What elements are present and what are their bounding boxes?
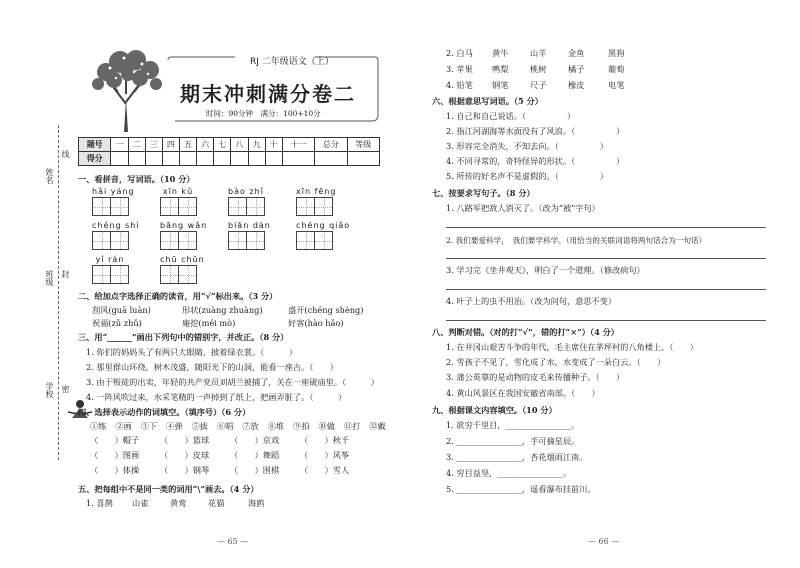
tianzige-box[interactable] xyxy=(160,197,179,216)
tianzige-box[interactable] xyxy=(92,197,111,216)
binding-seal-label: 封 xyxy=(61,270,70,278)
score-cell[interactable] xyxy=(145,152,162,166)
section-1-title: 一、看拼音，写词语。（10 分） xyxy=(78,174,195,184)
s6-item-3[interactable]: 3. 形容完全消失，不知去向。（ ） xyxy=(446,141,608,151)
score-cell[interactable] xyxy=(111,152,128,166)
pinyin-item xyxy=(296,221,350,250)
section-3-title: 三、用“______”画出下列句中的错别字，并改正。（8 分） xyxy=(78,332,289,342)
section-2-title: 二、给加点字选择正确的读音，用“√”标出来。（3 分） xyxy=(78,291,278,301)
s5-word[interactable]: 海鸥 xyxy=(248,498,265,508)
pinyin-item xyxy=(92,255,128,284)
s2-item-1[interactable]: 刮风(guā luàn) xyxy=(92,305,151,315)
pinyin-text: xīn kǔ xyxy=(162,187,194,196)
s6-item-1[interactable]: 1. 自己和自己说话。（ ） xyxy=(446,111,576,121)
s4-blank[interactable]: （ ）风筝 xyxy=(300,450,350,460)
s3-item-2[interactable]: 2. 那里群山环绕，树木茂盛，随阳光下的山洞，能看一座古。（ ） xyxy=(86,362,338,372)
score-header-cell: 五 xyxy=(179,138,196,152)
pinyin-item xyxy=(160,255,205,284)
s2-item-4[interactable]: 祝福(zǔ zhǔ) xyxy=(92,318,142,328)
s2-item-6[interactable]: 好客(hào hǎo) xyxy=(288,318,344,328)
s4-blank[interactable]: （ ）舞蹈 xyxy=(230,450,280,460)
s6-item-5[interactable]: 5. 所传的好名声不是虚假的。（ ） xyxy=(446,171,608,181)
binding-class-label: 班级 xyxy=(45,270,54,286)
s7-item-3: 3. 学习完《坐井观天》，明白了一个道理。（修改病句） xyxy=(446,265,645,275)
pinyin-text: yǐ rán xyxy=(95,255,125,264)
tianzige-box[interactable] xyxy=(92,231,111,250)
s4-blank[interactable]: （ ）体操 xyxy=(90,465,140,475)
s5-word[interactable]: 黄莺 xyxy=(170,498,187,508)
tianzige-box[interactable] xyxy=(228,231,247,250)
s9-item-4[interactable]: 4. 穷目益坚，________________。 xyxy=(446,468,572,478)
s3-item-3[interactable]: 3. 由于叛徒的出卖，年轻的共产党员刘胡兰被捕了，关在一座破庙里。（ ） xyxy=(86,377,379,387)
s4-option: ④弹 xyxy=(166,421,183,431)
pinyin-item xyxy=(92,221,140,250)
pinyin-item xyxy=(92,187,135,216)
binding-line xyxy=(58,125,59,460)
score-header-cell: 三 xyxy=(145,138,162,152)
score-header-cell: 七 xyxy=(214,138,231,152)
section-4-title: 四、选择表示动作的词填空。（填序号）（6 分） xyxy=(78,407,251,417)
s8-item-1[interactable]: 1. 在井冈山艰苦斗争的年代，毛主席住在茅坪村的八角楼上。（ ） xyxy=(446,342,698,352)
tianzige-box[interactable] xyxy=(178,265,197,284)
pinyin-text: chéng qiǎo xyxy=(296,221,351,230)
s4-option: ⑤拔 xyxy=(191,421,208,431)
score-header-cell: 题号 xyxy=(79,138,111,152)
s7-item-1: 1. 八路军把敌人消灭了。（改为“被”字句） xyxy=(446,203,600,213)
s7-item-4: 4. 叶子上的虫不用治。（改为问句，意思不变） xyxy=(446,296,617,306)
binding-name-label: 姓名 xyxy=(45,168,54,184)
s4-option: ②画 xyxy=(115,421,132,431)
s7-answer-line-1[interactable] xyxy=(446,227,766,228)
s5-word[interactable]: 鸭梨 xyxy=(492,64,509,74)
s3-item-1[interactable]: 1. 你们的妈妈头了有两只大眼睛，披着绿衣裳。（ ） xyxy=(86,347,298,357)
s9-item-2[interactable]: 2. ________________，手可摘星辰。 xyxy=(446,436,580,446)
tianzige-box[interactable] xyxy=(246,231,265,250)
s4-blank[interactable]: （ ）钢琴 xyxy=(160,465,210,475)
s9-item-1[interactable]: 1. 欲穷千里目，________________。 xyxy=(446,420,580,430)
s5-word[interactable]: 葡萄 xyxy=(608,64,625,74)
s5-word[interactable]: 山羊 xyxy=(530,48,547,58)
score-cell[interactable] xyxy=(197,152,214,166)
page-number-left: — 65 — xyxy=(217,537,249,546)
tianzige-box[interactable] xyxy=(314,231,333,250)
s4-options xyxy=(90,421,386,432)
score-cell[interactable] xyxy=(282,152,314,166)
s6-item-2[interactable]: 2. 指江河湖海等水面没有了风浪。（ ） xyxy=(446,126,625,136)
s4-option: ⑧堆 xyxy=(267,421,285,431)
tianzige-box[interactable] xyxy=(92,265,111,284)
s2-item-5[interactable]: 庵挖(méi mò) xyxy=(182,318,236,328)
s5-word[interactable]: 橘子 xyxy=(568,64,585,74)
s8-item-2[interactable]: 2. 雪孩子不见了，雪化成了水，水变成了一朵白云。（ ） xyxy=(446,357,666,367)
s3-item-4[interactable]: 4. 一阵风吹过来，水采笔精的一声掉到了纸上，把画弄脏了。（ ） xyxy=(86,392,347,402)
s6-item-4[interactable]: 4. 不同寻常的，奇特怪异的形状。（ ） xyxy=(446,156,625,166)
s5-word[interactable]: 黄牛 xyxy=(492,48,509,58)
page-number-right: — 66 — xyxy=(588,537,620,546)
score-cell[interactable] xyxy=(128,152,145,166)
tianzige-box[interactable] xyxy=(110,231,129,250)
s4-blank[interactable]: （ ）皮球 xyxy=(160,450,210,460)
s4-blank[interactable]: （ ）围棋 xyxy=(230,465,280,475)
s5-word[interactable]: 尺子 xyxy=(530,80,547,90)
pinyin-item xyxy=(296,187,336,216)
s4-option: ⑨拍 xyxy=(293,421,310,431)
pinyin-text: xīn fēng xyxy=(296,187,337,196)
s4-option: ⑥唱 xyxy=(216,421,234,431)
score-header-cell: 四 xyxy=(162,138,179,152)
tree-illustration xyxy=(86,44,166,134)
score-cell[interactable] xyxy=(347,152,379,166)
tianzige-box[interactable] xyxy=(314,197,333,216)
s4-option: ③下 xyxy=(140,421,158,431)
score-cell[interactable] xyxy=(265,152,282,166)
s7-answer-line-3[interactable] xyxy=(446,289,766,290)
tianzige-box[interactable] xyxy=(178,197,197,216)
tianzige-box[interactable] xyxy=(296,197,315,216)
score-header-cell: 总分 xyxy=(315,138,347,152)
s5-word[interactable]: 花猫 xyxy=(208,498,225,508)
s2-item-3[interactable]: 盛开(chéng shèng) xyxy=(288,305,364,315)
pinyin-item xyxy=(228,187,264,216)
section-6-title: 六、根据意思写词语。（5 分） xyxy=(432,96,543,106)
s4-option: ⑦放 xyxy=(242,421,259,431)
tianzige-box[interactable] xyxy=(110,197,129,216)
s4-option: ①练 xyxy=(90,421,107,431)
s5-word[interactable]: 电笔 xyxy=(608,80,625,90)
s8-item-3[interactable]: 3. 蒲公英靠的是动物的皮毛来传播种子。（ ） xyxy=(446,372,625,382)
s5-word[interactable]: 4. 铅笔 xyxy=(446,80,473,90)
pinyin-text: chéng shì xyxy=(92,221,140,230)
s5-word[interactable]: 2. 白马 xyxy=(446,48,473,58)
s4-blank[interactable]: （ ）图画 xyxy=(90,450,140,460)
s9-item-3[interactable]: 3. ________________，杏花烟雨江南。 xyxy=(446,452,588,462)
s9-item-5[interactable]: 5. ________________，遥看瀑布挂前川。 xyxy=(446,484,596,494)
s4-blank[interactable]: （ ）秋千 xyxy=(300,435,350,445)
s4-option: ⑩做 xyxy=(318,421,335,431)
score-header-cell: 六 xyxy=(197,138,214,152)
pinyin-text: biān dàn xyxy=(228,221,271,230)
score-header-cell: 一 xyxy=(111,138,128,152)
s5-word[interactable]: 山雀 xyxy=(132,498,149,508)
score-cell[interactable] xyxy=(179,152,196,166)
s4-blank[interactable]: （ ）雪人 xyxy=(300,465,350,475)
section-5-title: 五、把每组中不是同一类的词用“\”画去。（4 分） xyxy=(78,484,259,494)
score-header-cell: 十 xyxy=(265,138,282,152)
s5-word[interactable]: 3. 苹果 xyxy=(446,64,473,74)
binding-school-label: 学校 xyxy=(45,382,54,398)
tianzige-box[interactable] xyxy=(228,197,247,216)
pinyin-text: chū chūn xyxy=(160,255,205,264)
section-9-title: 九、根据课文内容填空。（10 分） xyxy=(432,405,557,415)
s4-option: ⑪打 xyxy=(343,421,361,431)
s4-blank[interactable]: （ ）篮球 xyxy=(160,435,210,445)
score-header-cell: 十一 xyxy=(282,138,314,152)
tianzige-box[interactable] xyxy=(110,265,129,284)
s2-item-2[interactable]: 形状(zuàng zhuàng) xyxy=(182,305,263,315)
score-cell[interactable] xyxy=(248,152,265,166)
tianzige-box[interactable] xyxy=(246,197,265,216)
binding-line-label: 线 xyxy=(61,150,70,158)
score-header-cell: 等级 xyxy=(347,138,379,152)
score-table-score-row xyxy=(79,152,380,166)
section-7-title: 七、按要求写句子。（8 分） xyxy=(432,188,535,198)
score-cell[interactable] xyxy=(315,152,347,166)
s7-item-2: 2. 我们要爱科学， 我们要学科学。（用恰当的关联词语将两句话合为一句话） xyxy=(446,236,707,245)
time-info: 时间：90分钟 满分：100+10分 xyxy=(206,109,321,118)
s7-answer-line-2[interactable] xyxy=(446,258,766,259)
grade-tag: RJ 二年级语文（上） xyxy=(250,57,334,67)
score-table xyxy=(78,137,380,166)
score-cell[interactable] xyxy=(162,152,179,166)
score-header-cell: 八 xyxy=(231,138,248,152)
pinyin-text: bāng wǎn xyxy=(160,221,208,230)
s4-option: ⑫戴 xyxy=(369,421,386,431)
tianzige-box[interactable] xyxy=(296,231,315,250)
score-cell[interactable] xyxy=(231,152,248,166)
s5-word[interactable]: 橡皮 xyxy=(568,80,585,90)
s7-answer-line-4[interactable] xyxy=(446,320,766,321)
section-8-title: 八、判断对错。（对的打“√”，错的打“×”）（4 分） xyxy=(432,327,619,337)
score-row-label: 得分 xyxy=(79,152,111,166)
pinyin-item xyxy=(160,221,207,250)
tianzige-box[interactable] xyxy=(178,231,197,250)
s5-word[interactable]: 黑狗 xyxy=(608,48,625,58)
score-table-header-row xyxy=(79,138,380,152)
pinyin-text: bào zhǐ xyxy=(228,187,264,196)
tianzige-box[interactable] xyxy=(160,265,179,284)
exam-title: 期末冲刺满分卷二 xyxy=(180,82,356,106)
s8-item-4[interactable]: 4. 黄山风景区在我国安徽省南部。（ ） xyxy=(446,388,600,398)
s5-word[interactable]: 钢笔 xyxy=(492,80,509,90)
binding-mi-label: 密 xyxy=(61,385,70,393)
s5-word[interactable]: 桃树 xyxy=(530,64,547,74)
score-header-cell: 九 xyxy=(248,138,265,152)
pinyin-text: hǎi yáng xyxy=(92,187,135,196)
s5-word[interactable]: 金鱼 xyxy=(568,48,585,58)
pinyin-item xyxy=(160,187,196,216)
score-cell[interactable] xyxy=(214,152,231,166)
s4-blank[interactable]: （ ）帽子 xyxy=(90,435,140,445)
s4-blank[interactable]: （ ）京戏 xyxy=(230,435,280,445)
score-header-cell: 二 xyxy=(128,138,145,152)
pinyin-item xyxy=(228,221,271,250)
tianzige-box[interactable] xyxy=(160,231,179,250)
s5-word[interactable]: 1. 喜鹊 xyxy=(86,498,113,508)
